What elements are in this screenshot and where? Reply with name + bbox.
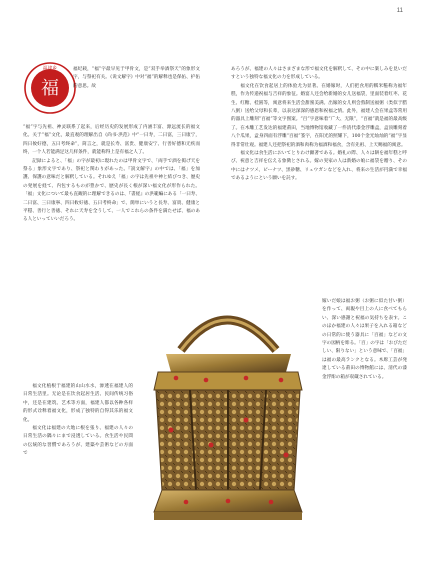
seal-border-text: 福建乡 xyxy=(42,66,58,72)
left-paragraph: 記録によると、「福」の字が最初に現れたのは甲骨文字で、「両手で酒を掲げ天を祭る」象形文字であり、祭祀と関わりがあった。『説文解字』の中では、「福」を加護、保護の意味だと解釈している。それゆえ「福」の字は先祖や神と結びつき、歴史の発展を経て、内包するものが豊かで、歴史が長く根が深い福文化が形作られた。「福」文化について最も直観的に理解できるのは、『書経』の洪範編にある「一曰寿、二曰富、三曰康寧、四曰攸好徳、五曰考終命」で、簡単にいうと長寿、富貴、健康と平穏、善行と善徳、それに天寿を全うして、一人でこれらの条件を満たせば、福のある人といっていいだろう。 xyxy=(23,158,200,223)
bottom-left-column xyxy=(23,383,133,538)
bottom-right-paragraph: 嫁いだ娘は福お粥（お粥に似た甘い粥）を作って、両親や目上の人に食べてもらい、深い感謝と祝福の気持ちを表す。このほか福建の人々は果子を入れる箱などの日常的に使う器具に「百福」などの文字の図柄を彫る。「百」の字は「おびただしい、限りない」という意味で、「百福」は福の最高ランクとなる。木彫工芸が発達している莆田の博物館には、清代の漆金浮彫の箱が収蔵されている。 xyxy=(322,299,407,380)
fu-seal-icon xyxy=(23,61,77,115)
intro-text xyxy=(73,66,200,126)
right-paragraph: 福文化は食生活においてとりわけ顕著である。婚礼の際、人々は餅を福年糕と呼び、祝意と吉祥を伝える象徴とされる。嫁の実家の人は新婚の娘に福袋を贈り、その中にはナツメ、ピーナツ、黒砂糖、リュウガンなどを入れ、将来の生活が円満で幸福であるようにという願いを託す。 xyxy=(231,151,407,182)
right-paragraph: あろうが、福建の人々はさまざまな形で福文化を解釈して、その中に楽しみを見いだすという独特な福文化の力を形成している。 xyxy=(231,67,407,81)
seal-glyph: 福 xyxy=(41,78,59,99)
intro-paragraph: 福纪载，“福”字最早见于甲骨文，是“双手举酒祭天”的象形文字，与祭祀有关。《说文解字》中对“福”的解释也是保佑、护佑的意思。故 xyxy=(73,67,200,89)
right-column xyxy=(231,66,407,298)
left-paragraph: “福”字与先祖、神灵联系了起来，后经历史的发展形成了内涵丰富、源远流长的福文化。关于“福”文化，最直观的理解出自《尚书·洪范》中“一曰寿，二曰富，三曰康宁，四曰攸好德，五曰考终命”，简言之，就是长寿、富贵、健康安宁、行善好德和无疾而终，一个人若能满足这几样条件，就能称得上是有福之人了。 xyxy=(23,125,200,156)
right-paragraph: 福文化在饮食起居上的体验尤为显著。在婚嫁时，人们把食用的糯米糍称为福年糕，作为传递祝福与吉祥的象征。婚宴人还会给新婚的女儿送福袋，里面装着红枣、花生、红糖、桂圆等，寓意将来生活会甜蜜美满。出嫁的女儿则会熬制送福粥（类似于腊八粥）送给父母和长辈，以表达深深的感恩和祝福之情。此外，福建人会在果盒等常用的器具上雕刻“百福”等文字图案。“百”字意味着“广大、无限”，“百福”就是福的最高级了。在木雕工艺发达的福建莆田，当地博物馆收藏了一件清代漆金浮雕盒，盒顶雕刻着八个瓜果，盒身四面有浮雕“百福”篆字，在阳光的照耀下，100个金光灿灿的“福”字显得非常壮观。福建人还把祭祀的酒和肉称为福酒和福食，含有先祖、上天赐福的寓意。 xyxy=(231,83,407,148)
carved-basket-image xyxy=(126,280,331,545)
bottom-left-paragraph: 福文化は福建の大地に根を張り、福建の人々の日常生活の隅々にまで浸透している。食生活や民間の伝統的な習慣であろうが、建築や芸術などの方面で xyxy=(23,426,133,457)
bottom-right-column xyxy=(322,298,407,538)
page-number: 11 xyxy=(396,8,403,14)
bottom-left-paragraph: 福文化植根于福建的山山水水，渗透在福建人的日常生活里。无论是在饮食起居生活、民间传统习俗中，还是在建筑、艺术等方面，福建人都以各种各样的形式诠释着福文化，形成了独特的自得其乐的福文化。 xyxy=(23,384,133,423)
